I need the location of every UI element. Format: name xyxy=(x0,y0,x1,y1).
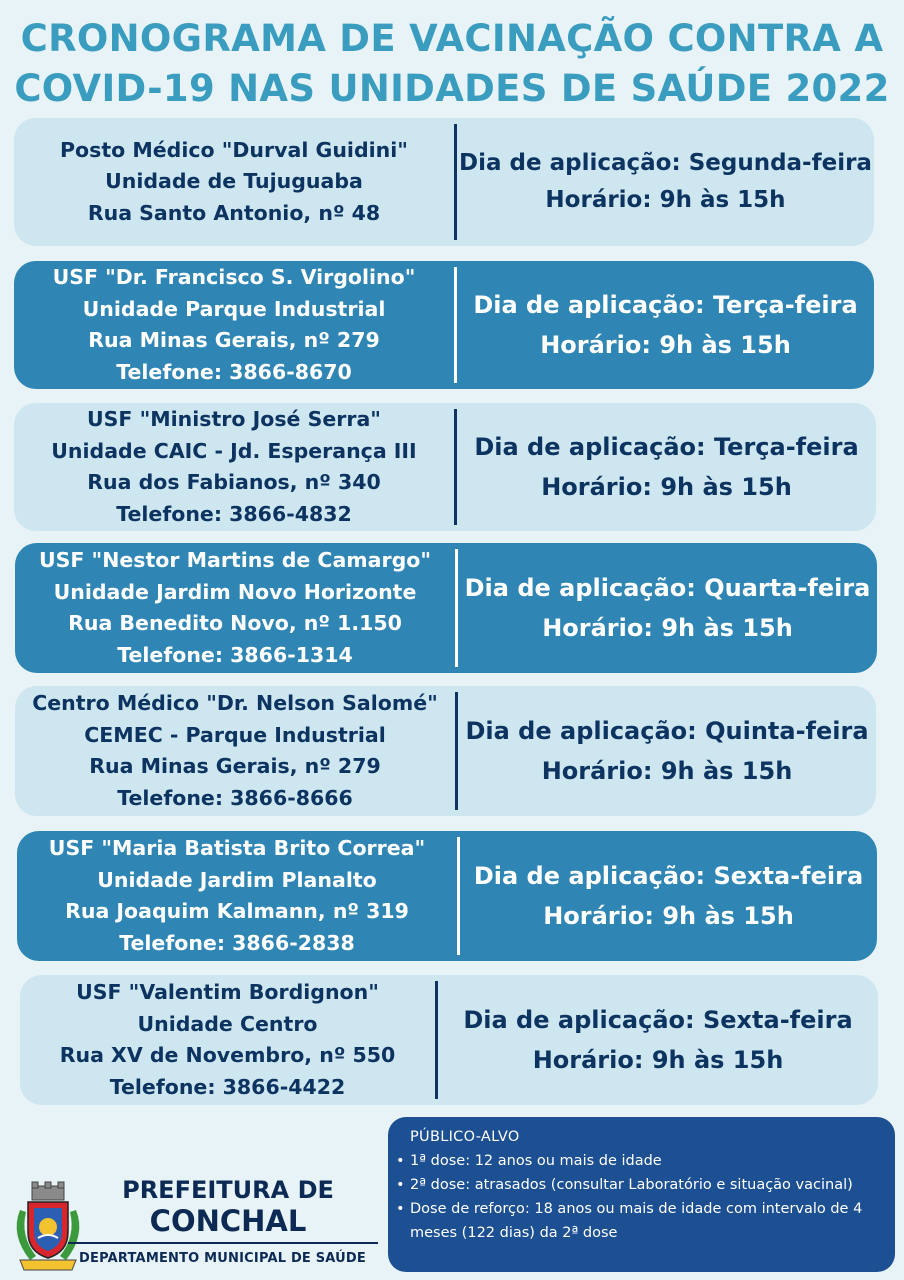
unit-phone: Telefone: 3866-2838 xyxy=(119,930,355,955)
unit-subname: Unidade CAIC - Jd. Esperança III xyxy=(51,438,417,463)
unit-info xyxy=(17,831,457,961)
unit-address: Rua Joaquim Kalmann, nº 319 xyxy=(65,899,409,923)
unit-phone: Telefone: 3866-1314 xyxy=(117,642,353,667)
unit-name: USF "Ministro José Serra" xyxy=(87,407,381,431)
city-name: CONCHAL xyxy=(149,1204,307,1238)
department-name: DEPARTAMENTO MUNICIPAL DE SAÚDE xyxy=(79,1251,366,1266)
footer-divider xyxy=(68,1242,378,1244)
unit-info xyxy=(15,543,455,673)
application-hours: Horário: 9h às 15h xyxy=(545,187,786,213)
target-public-list xyxy=(396,1149,881,1245)
unit-name: USF "Dr. Francisco S. Virgolino" xyxy=(52,265,416,289)
unit-phone: Telefone: 3866-4832 xyxy=(116,501,352,526)
unit-schedule xyxy=(457,403,876,531)
unit-card-nestor-martins xyxy=(15,543,877,673)
application-hours: Horário: 9h às 15h xyxy=(543,902,794,930)
application-day: Dia de aplicação: Sexta-feira xyxy=(473,862,864,890)
unit-name: USF "Maria Batista Brito Correa" xyxy=(48,836,426,860)
unit-card-tujuguaba xyxy=(14,118,874,246)
unit-subname: Unidade Jardim Planalto xyxy=(97,867,377,892)
unit-subname: Unidade Parque Industrial xyxy=(82,296,386,321)
unit-info xyxy=(20,975,435,1105)
unit-subname: Unidade Centro xyxy=(137,1011,318,1036)
unit-card-nelson-salome xyxy=(15,686,876,816)
prefeitura-label: PREFEITURA DE xyxy=(122,1176,334,1204)
unit-name: Posto Médico "Durval Guidini" xyxy=(60,137,408,162)
unit-address: Rua Minas Gerais, nº 279 xyxy=(89,754,381,778)
application-day: Dia de aplicação: Sexta-feira xyxy=(463,1006,853,1034)
unit-phone: Telefone: 3866-4422 xyxy=(109,1074,346,1099)
unit-info xyxy=(14,261,454,389)
unit-schedule xyxy=(457,261,874,389)
unit-phone: Telefone: 3866-8670 xyxy=(116,359,352,384)
title-line-1: CRONOGRAMA DE VACINAÇÃO CONTRA A xyxy=(20,17,884,60)
unit-subname: CEMEC - Parque Industrial xyxy=(84,722,386,747)
target-public-item: • Dose de reforço: 18 anos ou mais de idade com intervalo de 4 meses (122 dias) da 2ª dose xyxy=(396,1197,881,1245)
application-day: Dia de aplicação: Terça-feira xyxy=(474,433,859,461)
unit-card-virgolino xyxy=(14,261,874,389)
application-day: Dia de aplicação: Terça-feira xyxy=(473,291,858,319)
unit-card-jose-serra xyxy=(14,403,876,531)
unit-subname: Unidade de Tujuguaba xyxy=(105,169,363,194)
target-public-box xyxy=(388,1117,895,1272)
target-public-item: • 2ª dose: atrasados (consultar Laboratório e situação vacinal) xyxy=(396,1173,881,1197)
unit-address: Rua Minas Gerais, nº 279 xyxy=(88,328,380,352)
unit-card-valentim-bordignon xyxy=(20,975,878,1105)
application-hours: Horário: 9h às 15h xyxy=(541,473,792,501)
unit-schedule xyxy=(460,831,877,961)
unit-schedule xyxy=(438,975,878,1105)
unit-info xyxy=(15,686,455,816)
unit-schedule xyxy=(458,686,876,816)
page-title xyxy=(0,14,904,114)
application-hours: Horário: 9h às 15h xyxy=(541,757,793,785)
unit-address: Rua Benedito Novo, nº 1.150 xyxy=(68,611,402,635)
application-day: Dia de aplicação: Quinta-feira xyxy=(465,717,869,745)
unit-info xyxy=(14,403,454,531)
unit-phone: Telefone: 3866-8666 xyxy=(117,785,353,810)
application-day: Dia de aplicação: Segunda-feira xyxy=(459,150,872,176)
unit-info xyxy=(14,118,454,246)
application-hours: Horário: 9h às 15h xyxy=(542,614,793,642)
unit-name: USF "Nestor Martins de Camargo" xyxy=(38,548,432,572)
application-hours: Horário: 9h às 15h xyxy=(532,1046,784,1074)
unit-name: Centro Médico "Dr. Nelson Salomé" xyxy=(32,691,438,715)
unit-subname: Unidade Jardim Novo Horizonte xyxy=(53,579,417,604)
target-public-item: • 1ª dose: 12 anos ou mais de idade xyxy=(396,1149,881,1173)
unit-schedule xyxy=(457,118,874,246)
title-line-2: COVID-19 NAS UNIDADES DE SAÚDE 2022 xyxy=(14,67,890,110)
unit-address: Rua Santo Antonio, nº 48 xyxy=(87,200,381,225)
application-day: Dia de aplicação: Quarta-feira xyxy=(464,574,871,602)
unit-schedule xyxy=(458,543,877,673)
unit-name: USF "Valentim Bordignon" xyxy=(76,980,379,1004)
target-public-title: PÚBLICO-ALVO xyxy=(410,1129,520,1145)
unit-card-maria-batista xyxy=(17,831,877,961)
application-hours: Horário: 9h às 15h xyxy=(540,331,791,359)
unit-address: Rua dos Fabianos, nº 340 xyxy=(87,470,381,494)
unit-address: Rua XV de Novembro, nº 550 xyxy=(59,1043,396,1067)
